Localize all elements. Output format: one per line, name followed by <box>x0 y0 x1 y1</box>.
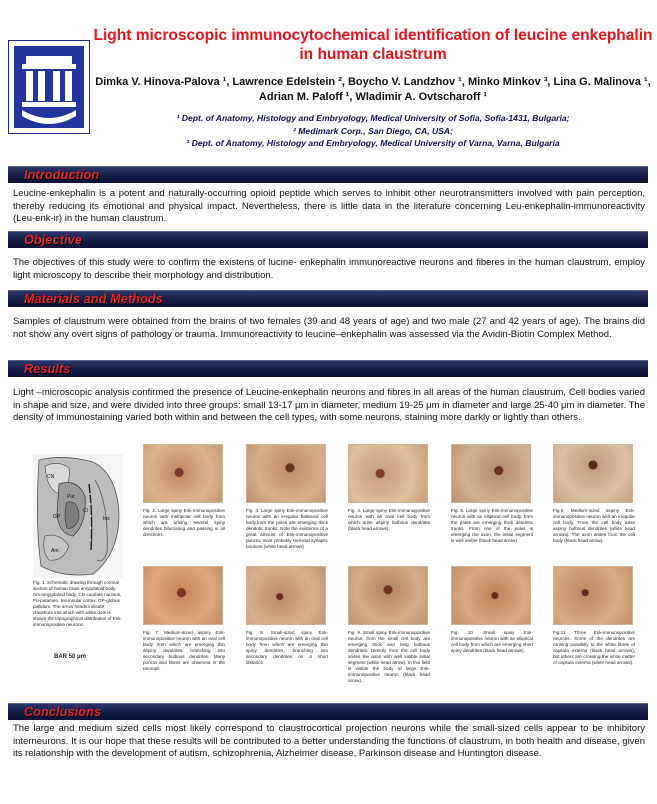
micrograph-fig-7 <box>143 566 223 625</box>
affiliation-3: ³ Dept. of Anatomy, Histology and Embryology, Medical University of Varna, Varna, Bulgaria <box>186 138 560 148</box>
objective-heading: Objective <box>24 233 83 247</box>
objective-heading-bar <box>8 231 648 248</box>
university-logo-icon <box>8 40 90 134</box>
scale-bar-label: BAR 50 μm <box>54 654 87 660</box>
results-heading: Results <box>24 362 71 376</box>
micrograph-fig-9 <box>348 566 428 625</box>
micrograph-fig-4 <box>348 444 428 503</box>
results-text: Light –microscopic analysis confirmed the presence of Leucine-enkephalin neurons and fibres in all areas of the human claustrum, Cell bodies varied in shape and size, and were divided into three groups: small 13-17 μm in diameter, medium 19-25 μm in diameter and large 25-40 μm in diameter. The density of immunostaining varied both within and between the cell types, with some neurons, staining more darkly or lightly than others. <box>13 387 645 424</box>
micrograph-fig-2 <box>143 444 223 503</box>
micrograph-fig-6 <box>553 444 633 503</box>
conclusions-heading: Conclusions <box>24 705 102 719</box>
methods-text: Samples of claustrum were obtained from the brains of two females (39 and 48 years of age) and two male (27 and 42 years of age). The brains did not show any overt signs of pathology or trauma. Immunoreactivity to leucine–enkephalin was assessed via the Avidin-Biotin Complex Method. <box>13 316 645 340</box>
map-label-cl: Cl <box>83 508 88 514</box>
caption-fig-8: Fig. 8. Small-sized spiny Enk-immunopositive neuron with an oval cell body from which are emerging thin spiny dendrites, branching into secondary dendrites on a short distance. <box>246 630 328 665</box>
map-label-gp: GP <box>53 514 61 520</box>
micrograph-fig-5 <box>451 444 531 503</box>
methods-heading: Materials and Methods <box>24 292 163 306</box>
map-label-am: Am <box>51 548 59 554</box>
methods-heading-bar <box>8 290 648 307</box>
caption-fig-9: Fig. 9. Small spiny Enk-immunopositive neuron, from the small cell body are emerging thick and long bulbous dendrites. Directly from the cell body arises the axon with well visible initial segment (white head arrow). In this field is visible the body of large Enk-immunopositive neuron (black head arrow). <box>348 630 430 683</box>
caption-fig-7: Fig. 7. Medium-sized aspiny Enk-immunopositive neuron with an oval cell body from which are emerging thin aspiny dendrites, branching into secondary bulbous dendrites. Many puncta and fibres are observed in the neuropil. <box>143 630 225 671</box>
map-label-cn: CN <box>47 474 55 480</box>
poster-title: Light microscopic immunocytochemical identification of leucine enkephalin in human claustrum <box>93 27 653 63</box>
caption-fig-5: Fig. 5. Large spiny Enk-immunopositive neuron with an elliptical cell body, from the poles are emerging thick dendritic trunks. From one of the poles is emerging the axon, the initial segment is well visible (black head arrow). <box>451 508 533 543</box>
micrograph-fig-8 <box>246 566 326 625</box>
caption-fig-11: Fig.11. Three Enk-immunopositive neurons. Some of the dendrites are running parallelly to the white fibres of capsula externa (black head arrows), but others are crossing the white matter of capsula externa (white head arrows). <box>553 630 635 665</box>
affiliations <box>92 112 654 150</box>
micrograph-fig-10 <box>451 566 531 625</box>
introduction-heading: Introduction <box>24 168 100 182</box>
caption-fig-3: Fig. 3. Large spiny Enk-immunopositive neuron with an irregular flattened cell body,from the poles are emerging thick dendritic trunks. Note the existence of a great amount of Enk-immunopositive puncta, most probably terminal synaptic boutons (white head arrows) <box>246 508 328 549</box>
conclusions-heading-bar <box>8 703 648 720</box>
conclusions-text: The large and medium sized cells most likely correspond to claustrocortical projection neurons while the small-sized cells appear to be inhibitory interneurons. It is our hope that these results will be contributed to a better understanding the functions of claustrum, in both health and disease, given its relationship with the development of autism, schizophrenia, Alzheimer disease, Parkinson disease and Huntington disease. <box>13 723 645 760</box>
caption-fig-10: Fig. 10. Small spiny Enk-immunopositive neuron with an elliptical cell body from which are emerging short spiny dendrites (black head arrows). <box>451 630 533 653</box>
results-heading-bar <box>8 360 648 377</box>
affiliation-2: ² Medimark Corp., San Diego, CA, USA; <box>293 125 453 136</box>
poster-header <box>0 0 657 162</box>
caption-fig-2: Fig. 2. Large spiny Enk-immunopositive neuron with multipolar cell body from which are arising several spiny dendrites bifurcating and passing in all directions. <box>143 508 225 537</box>
figure-1-caption: Fig. 1. Schematic drawing through coronal section of human brain amygdaloid body. Am-amygdaloid body, CN-caudate nucleus, Pu-putamen, Ins-insular cortex, GP-globus pallidum. The arrow heads indicate claustrum into which with white dots is shown the topographical distribution of Enk-immunopositive neurons. <box>33 580 123 627</box>
introduction-heading-bar <box>8 166 648 183</box>
introduction-text: Leucine-enkephalin is a potent and naturally-occurring opioid peptide which serves to inhibit other neurotransmitters involved with pain perception, thereby reducing its emotional and physical impact. Nevertheless, there is little data in the literature concerning Leu-enkephalin-immunoreactivity (Leu-enk-ir) in the human claustrum. <box>13 188 645 225</box>
affiliation-1: ¹ Dept. of Anatomy, Histology and Embryology, Medical University of Sofia, Sofia-1431, Bulgaria; <box>176 113 570 123</box>
map-label-ins: Ins <box>103 516 110 522</box>
brain-section-diagram <box>33 454 123 578</box>
caption-fig-6: Fig.6. Medium-sized aspiny Enk-immunopositive neuron with an irregular cell body. From the cell body arise aspiny bulbous dendrites (white head arrows). The axon arises from the cell body (black head arrow). <box>553 508 635 543</box>
caption-fig-4: Fig. 4. Large spiny Enk-immunopositive neuron with an oval cell body from which arise aspiny bulbous dendrites (black head arrows). <box>348 508 430 531</box>
map-label-put: Put <box>67 494 75 500</box>
objective-text: The objectives of this study were to confirm the existens of lucine- enkephalin immunoreactive neurons and fiberes in the human claustrum, employ light microscopy to describe their morphology and distribution. <box>13 257 645 281</box>
author-list: Dimka V. Hinova-Palova ¹, Lawrence Edelstein ², Boycho V. Landzhov ¹, Minko Minkov ³, Lina G. Malinova ¹, Adrian M. Paloff ¹, Wladimir A. Ovtscharoff ¹ <box>95 76 651 103</box>
micrograph-fig-11 <box>553 566 633 625</box>
micrograph-fig-3 <box>246 444 326 503</box>
